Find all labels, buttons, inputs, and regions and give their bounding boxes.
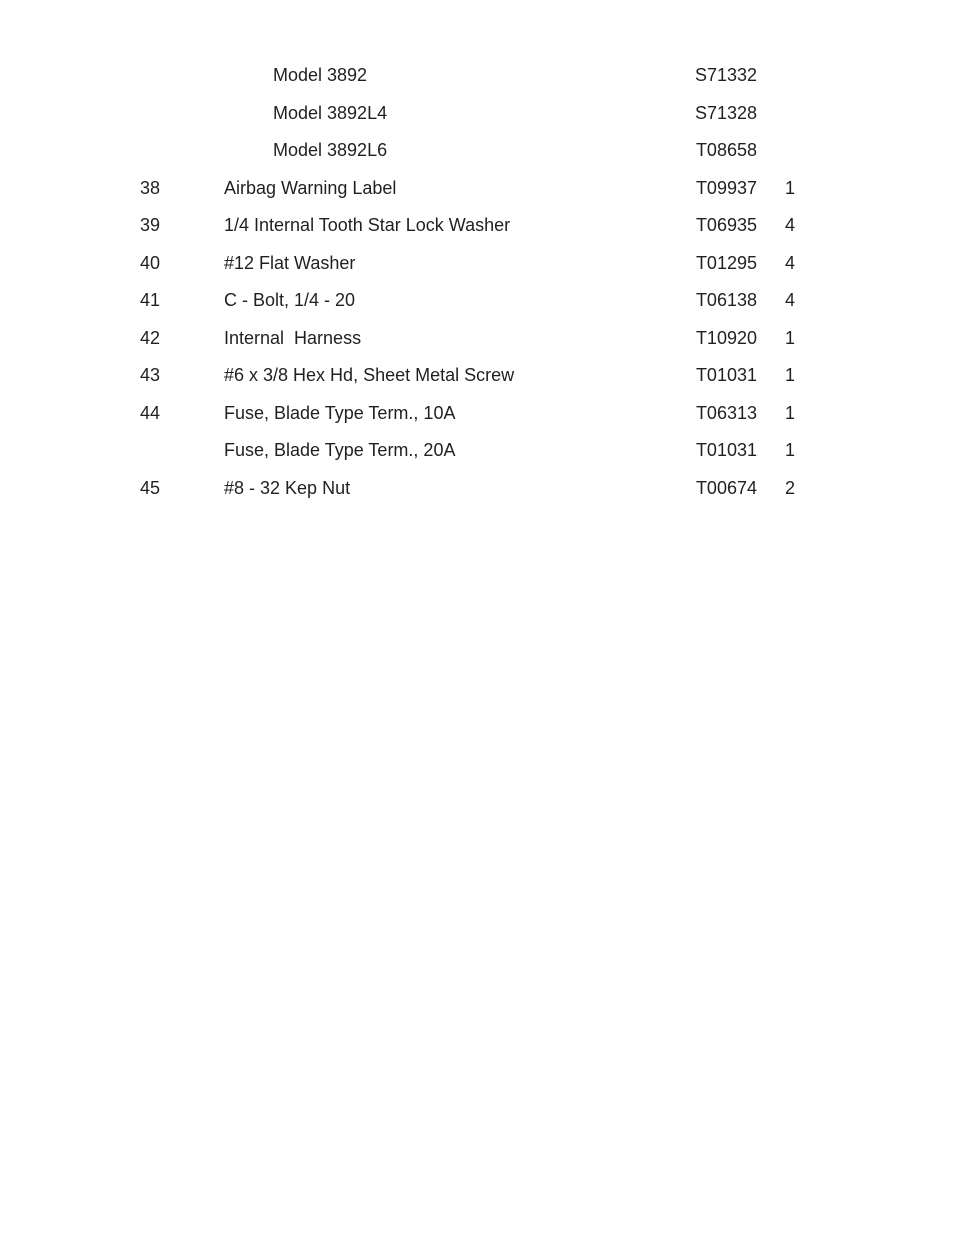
quantity: 4 (785, 290, 796, 310)
parts-row (0, 95, 954, 133)
part-description: Fuse, Blade Type Term., 20A (224, 440, 456, 460)
part-number: T06138 (695, 290, 757, 310)
part-description: Airbag Warning Label (224, 177, 397, 198)
part-description: C - Bolt, 1/4 - 20 (224, 290, 356, 310)
part-number: T01295 (695, 252, 757, 273)
part-description: #6 x 3/8 Hex Hd, Sheet Metal Screw (224, 365, 515, 385)
part-number: S71332 (694, 65, 757, 85)
quantity: 4 (785, 252, 796, 273)
part-description: Model 3892 (273, 65, 368, 85)
part-number: T09937 (695, 177, 757, 198)
parts-row (0, 170, 954, 208)
parts-row (0, 357, 954, 395)
parts-row (0, 395, 954, 433)
part-number: S71328 (694, 102, 757, 123)
parts-row (0, 470, 954, 508)
part-number: T00674 (695, 477, 757, 498)
parts-row (0, 132, 954, 170)
item-number: 39 (140, 215, 161, 235)
part-description: Fuse, Blade Type Term., 10A (224, 402, 456, 423)
parts-list (0, 57, 954, 507)
part-number: T08658 (695, 140, 757, 160)
quantity: 4 (785, 215, 796, 235)
item-number: 43 (140, 365, 161, 385)
quantity: 1 (785, 177, 796, 198)
parts-row (0, 432, 954, 470)
parts-row (0, 207, 954, 245)
part-description: 1/4 Internal Tooth Star Lock Washer (224, 215, 511, 235)
quantity: 1 (785, 440, 796, 460)
part-description: Model 3892L6 (273, 140, 388, 160)
parts-row (0, 320, 954, 358)
part-number: T10920 (695, 327, 757, 348)
part-number: T01031 (695, 440, 757, 460)
parts-row (0, 245, 954, 283)
quantity: 1 (785, 365, 796, 385)
quantity: 2 (785, 477, 796, 498)
item-number: 44 (140, 402, 161, 423)
parts-row (0, 57, 954, 95)
item-number: 45 (140, 477, 161, 498)
quantity: 1 (785, 402, 796, 423)
quantity: 1 (785, 327, 796, 348)
part-description: #12 Flat Washer (224, 252, 356, 273)
part-number: T01031 (695, 365, 757, 385)
part-description: Model 3892L4 (273, 102, 388, 123)
item-number: 42 (140, 327, 161, 348)
part-description: #8 - 32 Kep Nut (224, 477, 351, 498)
part-number: T06935 (695, 215, 757, 235)
part-number: T06313 (695, 402, 757, 423)
item-number: 40 (140, 252, 161, 273)
part-description: Internal Harness (224, 327, 362, 348)
item-number: 41 (140, 290, 161, 310)
item-number: 38 (140, 177, 161, 198)
parts-row (0, 282, 954, 320)
